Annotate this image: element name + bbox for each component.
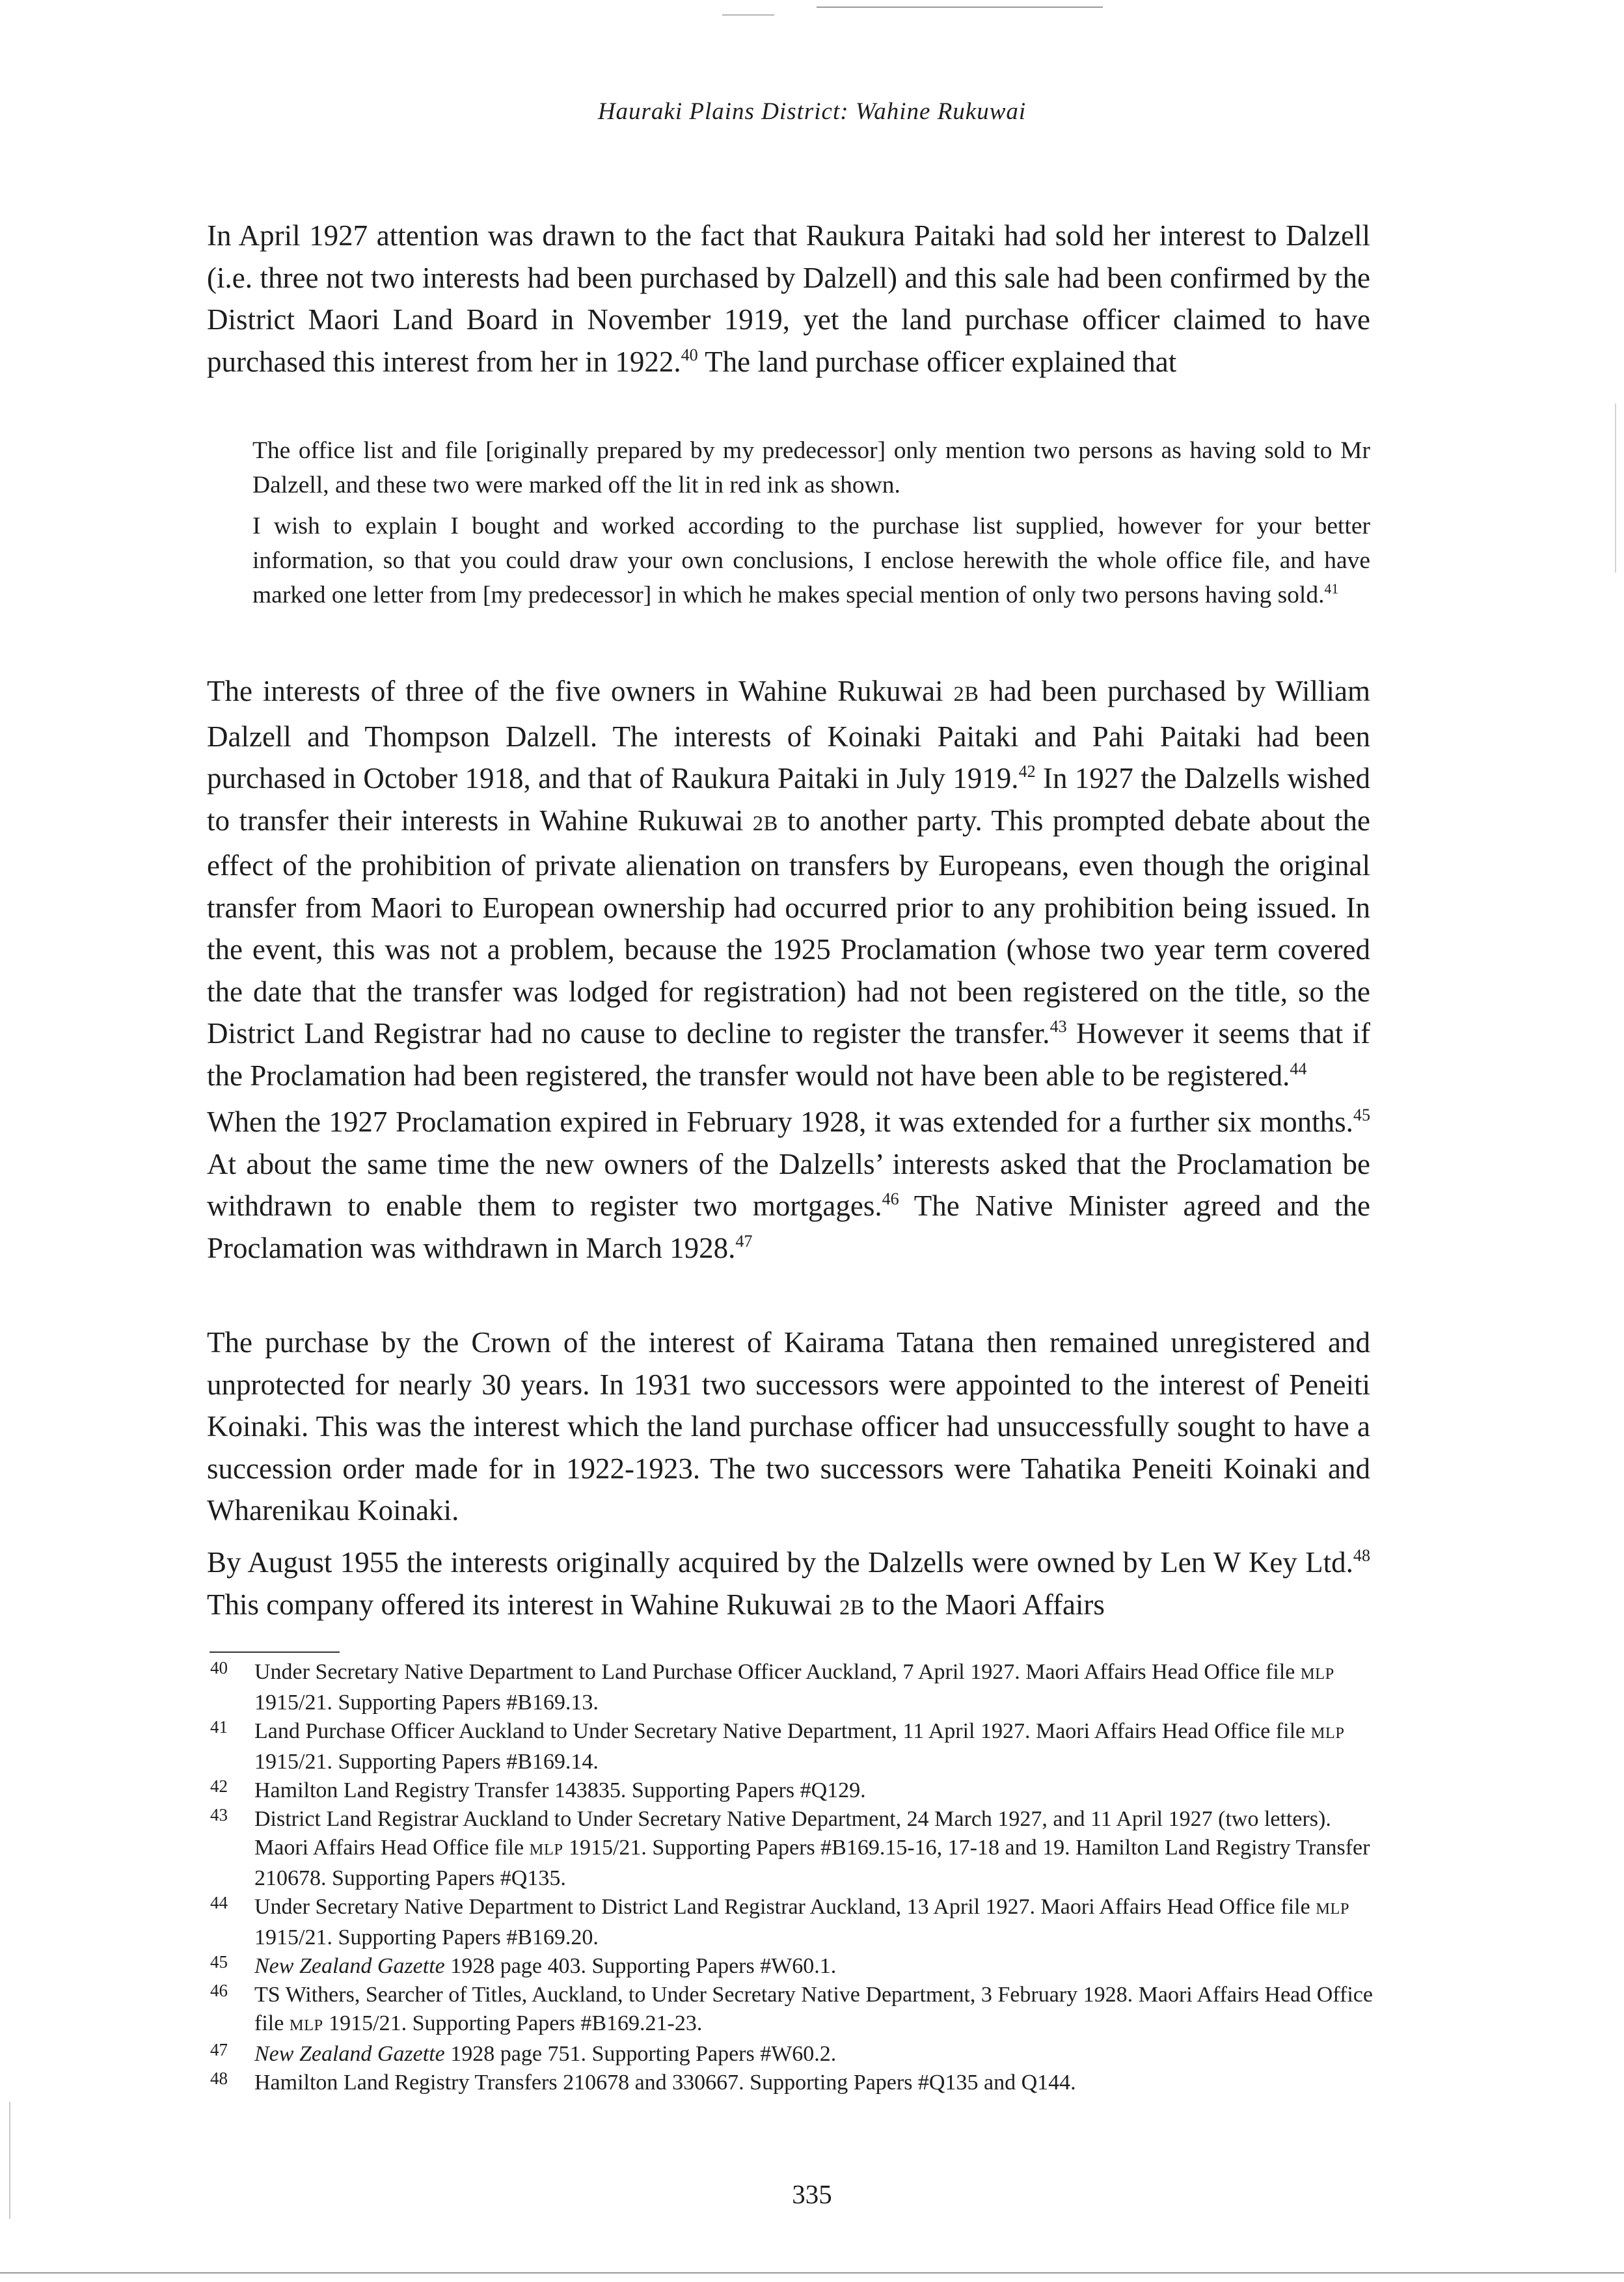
footnote-41: 41 Land Purchase Officer Auckland to Under Secretary Native Department, 11 April 1927. Maori Affairs Head Office file MLP 1915/21. Supporting Papers #B169.14. (210, 1717, 1345, 1774)
paragraph-1: In April 1927 attention was drawn to the fact that Raukura Paitaki had sold her interest to Dalzell (i.e. three not two interests had been purchased by Dalzell) and this sale had been confirmed by the District Maori Land Board in November 1919, yet the land purchase officer claimed to have purchased this interest from her in 1922.40 The land purchase officer explained that (207, 219, 1370, 378)
footnote-ref-40[interactable]: 40 (681, 345, 698, 364)
footnote-ref-47[interactable]: 47 (735, 1231, 753, 1251)
footnote-ref-46[interactable]: 46 (882, 1189, 899, 1209)
page-number: 335 (792, 2179, 832, 2209)
footnote-ref-45[interactable]: 45 (1353, 1106, 1370, 1125)
paragraph-4: The purchase by the Crown of the interest of Kairama Tatana then remained unregistered and unprotected for nearly 30 years. In 1931 two successors were appointed to the interest of Peneiti Koinaki. This was the interest which the land purchase officer had unsuccessfully sought to have a succession order made for in 1922-1923. The two successors were Tahatika Peneiti Koinaki and Wharenikau Koinaki. (207, 1326, 1370, 1527)
footnote-ref-41[interactable]: 41 (1324, 580, 1339, 597)
footnotes (207, 1658, 1378, 2097)
block-quote-1: The office list and file [originally prepared by my predecessor] only mention two persons as having sold to Mr Dalzell, and these two were marked off the lit in red ink as shown. (252, 437, 1370, 498)
footnote-ref-44[interactable]: 44 (1290, 1059, 1307, 1078)
paragraph-2: The interests of three of the five owners in Wahine Rukuwai 2B had been purchased by William Dalzell and Thompson Dalzell. The interests of Koinaki Paitaki and Pahi Paitaki had been purchased in October 1918, and that of Raukura Paitaki in July 1919.42 In 1927 the Dalzells wished to transfer their interests in Wahine Rukuwai 2B to another party. This prompted debate about the effect of the prohibition of private alienation on transfers by Europeans, even though the original transfer from Maori to European ownership had occurred prior to any prohibition being issued. In the event, this was not a problem, because the 1925 Proclamation (whose two year term covered the date that the transfer was lodged for registration) had not been registered on the title, so the District Land Registrar had no cause to decline to register the transfer.$^{43}$ However it seems that if the Proclamation had been registered, the transfer would not have been able to be registered.$^{44}$ (207, 675, 1371, 1092)
footnote-46: 46 TS Withers, Searcher of Titles, Auckland, to Under Secretary Native Department, 3 February 1928. Maori Affairs Head Office file MLP 1915/21. Supporting Papers #B169.21-23. (210, 1981, 1373, 2035)
footnote-42: 42 Hamilton Land Registry Transfer 143835. Supporting Papers #Q129. (210, 1776, 866, 1802)
footnote-44: 44 Under Secretary Native Department to District Land Registrar Auckland, 13 April 1927. Maori Affairs Head Office file MLP 1915/21. Supporting Papers #B169.20. (210, 1893, 1350, 1949)
running-head: Hauraki Plains District: Wahine Rukuwai (597, 98, 1027, 125)
bottom-rule (0, 2272, 1624, 2274)
scan-edge-right (1615, 403, 1616, 573)
block-quote-2: I wish to explain I bought and worked according to the purchase list supplied, however for your better information, so that you could draw your own conclusions, I enclose herewith the whole office file, and have marked one letter from [my predecessor] in which he makes special mention of only two persons having sold.$^{41}$ (252, 513, 1370, 608)
top-rule-mark (722, 14, 774, 16)
paragraph-5: By August 1955 the interests originally acquired by the Dalzells were owned by Len W Key Ltd.$^{48}$ This company offered its interest in Wahine Rukuwai 2B to the Maori Affairs (207, 1546, 1370, 1621)
top-rule (817, 7, 1103, 8)
footnote-ref-48[interactable]: 48 (1353, 1546, 1370, 1566)
footnote-47: 47 New Zealand Gazette 1928 page 751. Supporting Papers #W60.2. (210, 2040, 837, 2066)
footnote-43: 43 District Land Registrar Auckland to Under Secretary Native Department, 24 March 1927, and 11 April 1927 (two letters). Maori Affairs Head Office file MLP 1915/21. Supporting Papers #B169.15-16, 17-18 and 19. Hamilton Land Registry Transfer 210678. Supporting Papers #Q135. (210, 1805, 1370, 1890)
paragraph-3: When the 1927 Proclamation expired in February 1928, it was extended for a further six months.$^{45}$ At about the same time the new owners of the Dalzells’ interests asked that the Proclamation be withdrawn to enable them to register two mortgages.$^{46}$ The Native Minister agreed and the Proclamation was withdrawn in March 1928.47 (207, 1106, 1370, 1264)
footnote-separator (210, 1651, 340, 1653)
footnote-48: 48 Hamilton Land Registry Transfers 210678 and 330667. Supporting Papers #Q135 and Q144. (210, 2069, 1076, 2095)
footnote-ref-42[interactable]: 42 (1018, 762, 1036, 781)
footnote-45: 45 New Zealand Gazette 1928 page 403. Supporting Papers #W60.1. (210, 1952, 837, 1978)
footnote-40: 40 Under Secretary Native Department to Land Purchase Officer Auckland, 7 April 1927. Maori Affairs Head Office file MLP 1915/21. Supporting Papers #B169.13. (210, 1658, 1334, 1715)
footnote-ref-43[interactable]: 43 (1049, 1017, 1067, 1037)
